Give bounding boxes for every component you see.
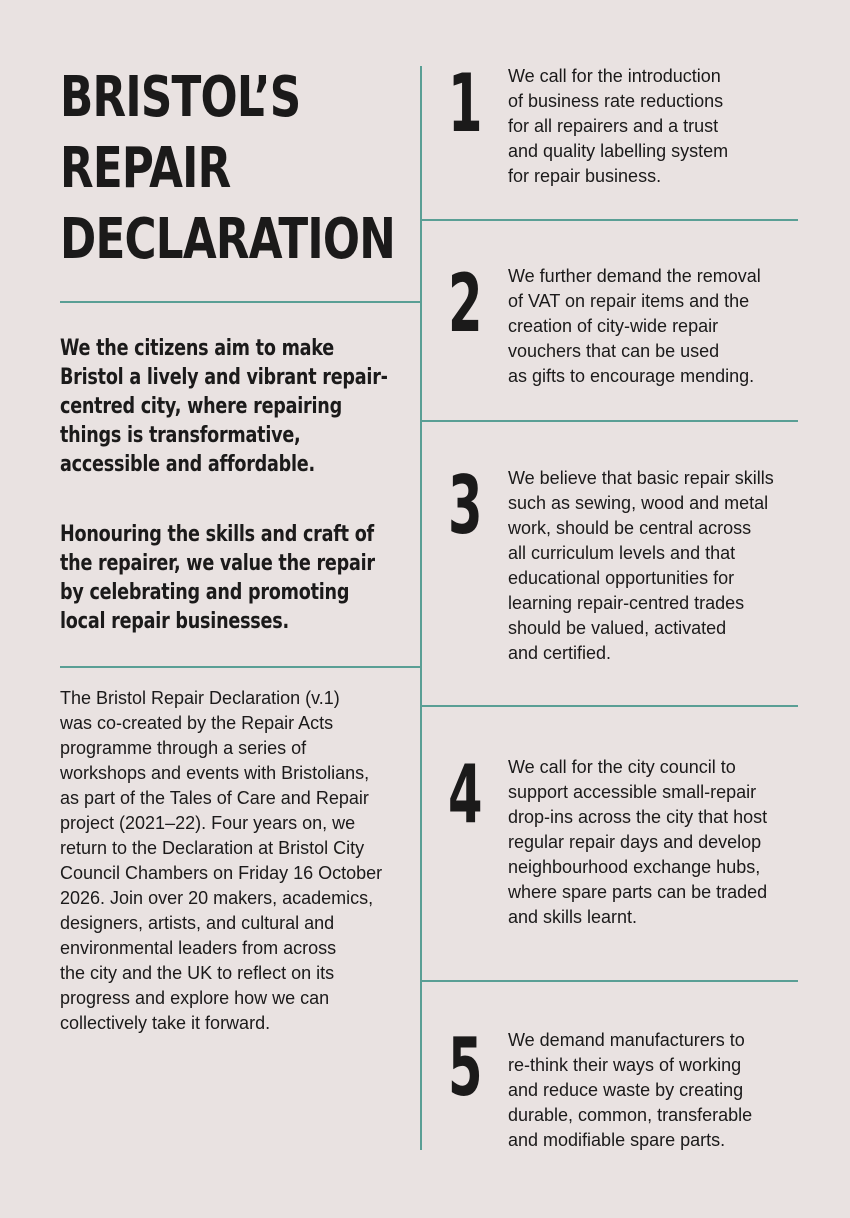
- point-text: We further demand the removal of VAT on repair items and the creation of city-wide repair vouchers that can be used as gifts to encourage mending.: [508, 266, 761, 386]
- left-divider: [60, 301, 422, 303]
- point-text: We call for the introduction of business rate reductions for all repairers and a trust and quality labelling system for repair business.: [508, 66, 729, 186]
- right-divider: [420, 219, 798, 221]
- honour-statement: Honouring the skills and craft of the repairer, we value the repair by celebrating and promoting local repair businesses.: [60, 522, 375, 634]
- declaration-point-5: [448, 1021, 828, 1158]
- declaration-point-3: [448, 459, 828, 671]
- declaration-point-2: [448, 257, 828, 394]
- title-line: BRISTOL’S: [60, 65, 301, 130]
- point-number: 2: [448, 257, 483, 350]
- point-number: 1: [448, 57, 483, 150]
- right-divider: [420, 420, 798, 422]
- title-line: REPAIR: [60, 136, 231, 201]
- title-line: DECLARATION: [60, 207, 395, 272]
- declaration-point-1: [448, 57, 828, 194]
- column-divider: [420, 66, 422, 1150]
- point-text: We call for the city council to support accessible small-repair drop-ins across the city that host regular repair days and develop neighbourhood exchange hubs, where spare parts can be traded and skills learnt.: [508, 757, 768, 927]
- right-divider: [420, 980, 798, 982]
- point-text: We believe that basic repair skills such as sewing, wood and metal work, should be central across all curriculum levels and that educational opportunities for learning repair-centred trades should be valued, activated and certified.: [508, 468, 774, 663]
- left-divider: [60, 666, 422, 668]
- point-number: 3: [448, 459, 483, 552]
- page-title: [60, 62, 395, 275]
- point-text: We demand manufacturers to re-think their ways of working and reduce waste by creating durable, common, transferable and modifiable spare parts.: [508, 1030, 753, 1150]
- right-divider: [420, 705, 798, 707]
- point-number: 4: [448, 748, 483, 841]
- intro-statement: We the citizens aim to make Bristol a lively and vibrant repair- centred city, where repairing things is transformative, accessible and affordable.: [60, 336, 388, 477]
- point-number: 5: [448, 1021, 483, 1114]
- about-paragraph: The Bristol Repair Declaration (v.1) was co-created by the Repair Acts programme through a series of workshops and events with Bristolians, as part of the Tales of Care and Repair project (2021–22). Four years on, we return to the Declaration at Bristol City Council Chambers on Friday 16 October 2026. Join over 20 makers, academics, designers, artists, and cultural and environmental leaders from across the city and the UK to reflect on its progress and explore how we can collectively take it forward.: [60, 688, 383, 1033]
- declaration-point-4: [448, 748, 828, 935]
